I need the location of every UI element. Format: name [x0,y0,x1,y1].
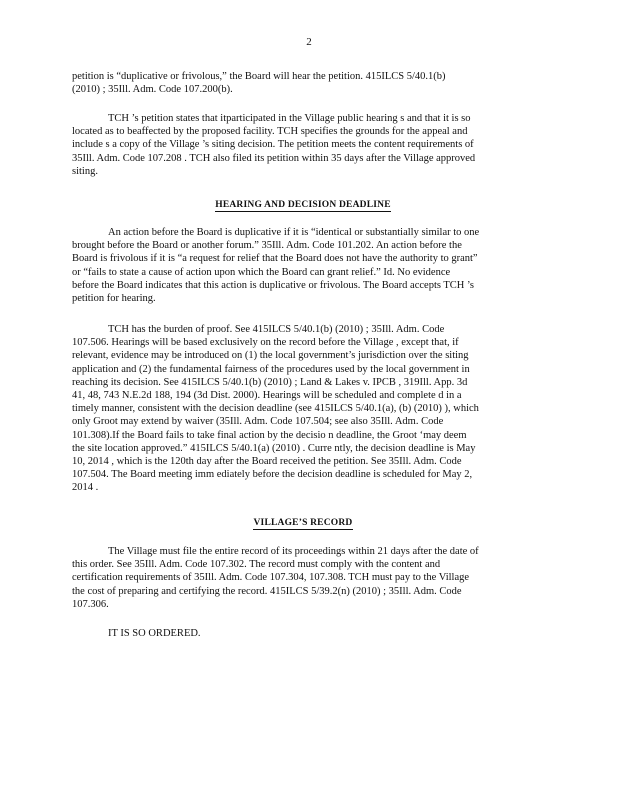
text-line: include s a copy of the Village ’s siting decision. The petition meets the content requirements of [72,139,474,151]
text-line: 101.308).If the Board fails to take final action by the decisio n deadline, the Groot ‘may deem [72,429,467,441]
text-line: petition is “duplicative or frivolous,” the Board will hear the petition. 415ILCS 5/40.1(b) [72,71,446,82]
text-line: only Groot may extend by waiver (35Ill. Adm. Code 107.504; see also 35Ill. Adm. Code [72,416,444,428]
text-line: the cost of preparing and certifying the record. 415ILCS 5/39.2(n) (2010) ; 35Ill. Adm. Code [72,585,462,597]
text-line: 10, 2014 , which is the 120th day after the Board received the petition. See 35Ill. Adm. Code [72,456,462,468]
page-number: 2 [306,36,312,48]
paragraph-burden-of-proof [72,323,534,495]
text-line: before the Board indicates that this action is duplicative or frivolous. The Board accepts TCH ’s [72,279,475,291]
heading-hearing-text: HEARING AND DECISION DEADLINE [215,200,391,210]
text-line: certification requirements of 35Ill. Adm. Code 107.304, 107.308. TCH must pay to the Village [72,572,470,584]
text-line: 107.504. The Board meeting imm ediately before the decision deadline is scheduled for May 2, [72,469,473,481]
text-line: TCH has the burden of proof. See 415ILCS 5/40.1(b) (2010) ; 35Ill. Adm. Code [108,324,445,335]
closing-order: IT IS SO ORDERED. [108,628,201,639]
paragraph-duplicative [72,226,534,305]
paragraph-petition [72,112,534,178]
paragraph-intro [72,70,534,96]
text-line: siting. [72,165,98,177]
text-line: brought before the Board or another forum.” 35Ill. Adm. Code 101.202. An action before the [72,240,462,252]
heading-record-text: VILLAGE’S RECORD [253,518,353,528]
text-line: 2014 . [72,482,99,494]
text-line: reaching its decision. See 415ILCS 5/40.1(b) (2010) ; Land & Lakes v. IPCB , 319Ill. App. 3d [72,376,468,388]
text-line: petition for hearing. [72,293,156,305]
text-line: this order. See 35Ill. Adm. Code 107.302. The record must comply with the content and [72,559,441,571]
text-line: (2010) ; 35Ill. Adm. Code 107.200(b). [72,84,233,96]
text-line: 35Ill. Adm. Code 107.208 . TCH also filed its petition within 35 days after the Village approved [72,152,476,164]
text-line: TCH ’s petition states that itparticipated in the Village public hearing s and that it is so [108,113,471,124]
heading-hearing-deadline [72,200,534,210]
text-line: timely manner, consistent with the decision deadline (see 415ILCS 5/40.1(a), (b) (2010) ), which [72,403,479,415]
text-line: or “fails to state a cause of action upon which the Board can grant relief.” Id. No evidence [72,266,451,278]
text-line: 107.306. [72,598,109,610]
text-line: The Village must file the entire record of its proceedings within 21 days after the date of [108,546,479,557]
text-line: relevant, evidence may be introduced on (1) the local government’s jurisdiction over the siting [72,350,469,362]
text-line: Board is frivolous if it is “a request for relief that the Board does not have the authority to grant” [72,253,478,265]
text-line: 41, 48, 743 N.E.2d 188, 194 (3d Dist. 2000). Hearings will be scheduled and complete d in a [72,390,462,402]
text-line: located as to beaffected by the proposed facility. TCH specifies the grounds for the appeal and [72,126,468,138]
text-line: 107.506. Hearings will be based exclusively on the record before the Village , except that, if [72,337,459,349]
heading-village-record [72,518,534,528]
text-line: the site location approved.” 415ILCS 5/40.1(a) (2010) . Curre ntly, the decision deadline is May [72,442,476,454]
text-line: application and (2) the fundamental fairness of the procedures used by the local government in [72,363,470,375]
text-line: An action before the Board is duplicative if it is “identical or substantially similar to one [108,227,480,238]
paragraph-record [72,545,534,611]
